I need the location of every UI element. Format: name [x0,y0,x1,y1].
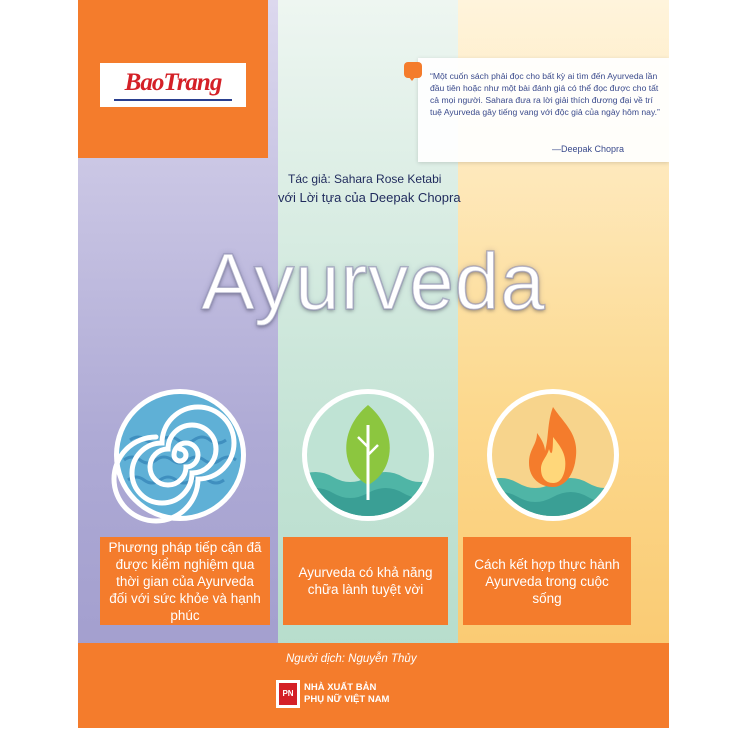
translator: Người dịch: Nguyễn Thủy [286,653,417,665]
flame-icon [483,385,623,525]
publisher-name-line2: PHỤ NỮ VIỆT NAM [304,694,390,705]
book-cover [78,0,669,728]
publisher-name-line1: NHÀ XUẤT BẢN [304,682,377,693]
logo-underline [114,99,232,101]
water-spiral-icon [110,385,250,525]
publisher-emblem [276,680,300,708]
publisher-logo-text: BaoTrang [124,69,222,96]
orange-header-block [78,0,268,158]
foreword-line: với Lời tựa của Deepak Chopra [278,190,461,205]
quote-author: —Deepak Chopra [552,144,625,154]
author-line: Tác giả: Sahara Rose Ketabi [288,172,442,186]
speech-bubble-icon [404,62,422,78]
publisher-emblem-text: PN [279,683,297,705]
book-title: Ayurveda [201,237,546,326]
quote-text: “Một cuốn sách phải đọc cho bất kỳ ai tìm đến Ayurveda lần đầu tiên hoặc như một bài đánh giá có thể đọc được cho tất cả mọi người. Sahara đưa ra lời giải thích đương đại về trí tuệ Ayurveda gây tiếng vang với độc giả của ngày hôm nay.” [430,71,660,117]
publisher-logo [100,63,246,107]
feature-box-2: Ayurveda có khả năng chữa lành tuyệt vời [283,537,448,625]
feature-box-1: Phương pháp tiếp cận đã được kiểm nghiệm qua thời gian của Ayurveda đối với sức khỏe và hạnh phúc [100,537,270,625]
leaf-icon [298,385,438,525]
feature-box-3: Cách kết hợp thực hành Ayurveda trong cuộc sống [463,537,631,625]
